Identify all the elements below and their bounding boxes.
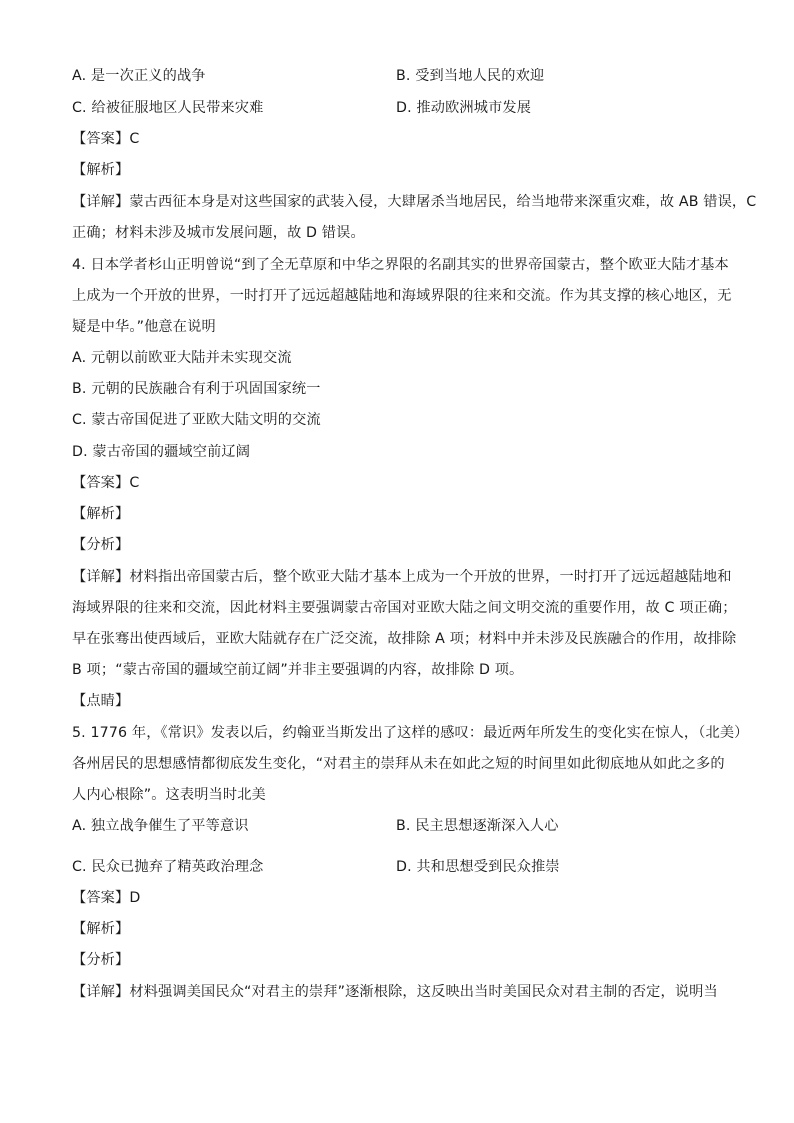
q4-option-b: B. 元朝的民族融合有利于巩固国家统一 [72, 381, 321, 397]
q5-stem-line: 人内心根除”。这表明当时北美 [72, 787, 266, 803]
q4-detail-line: 【详解】材料指出帝国蒙古后，整个欧亚大陆才基本上成为一个开放的世界，一时打开了远远超越陆地和 [72, 569, 732, 585]
q3-detail-line: 正确；材料未涉及城市发展问题，故 D 错误。 [72, 225, 365, 241]
q4-detail-line: 早在张骞出使西域后，亚欧大陆就存在广泛交流，故排除 A 项；材料中并未涉及民族融合的作用，故排除 [72, 631, 737, 647]
q3-answer: 【答案】C [72, 131, 140, 147]
q4-stem-line: 上成为一个开放的世界，一时打开了远远超越陆地和海域界限的往来和交流。作为其支撑的核心地区，无 [72, 288, 732, 304]
q5-stem-line: 各州居民的思想感情都彻底发生变化，“对君主的崇拜从未在如此之短的时间里如此彻底地从如此之多的 [72, 756, 725, 772]
q4-stem-line: 疑是中华。”他意在说明 [72, 319, 216, 335]
q4-option-c: C. 蒙古帝国促进了亚欧大陆文明的交流 [72, 412, 321, 428]
q5-option-c: C. 民众已抛弃了精英政治理念 [72, 859, 264, 875]
q3-analysis-heading: 【解析】 [72, 162, 130, 178]
q4-option-a: A. 元朝以前欧亚大陆并未实现交流 [72, 350, 292, 366]
q4-detail-line: B 项；“蒙古帝国的疆域空前辽阔”并非主要强调的内容，故排除 D 项。 [72, 662, 524, 678]
q5-analysis-heading: 【解析】 [72, 921, 130, 937]
q5-answer: 【答案】D [72, 890, 141, 906]
q4-detail-line: 海域界限的往来和交流，因此材料主要强调蒙古帝国对亚欧大陆之间文明交流的重要作用，故 C 项正确； [72, 600, 737, 616]
q3-option-c: C. 给被征服地区人民带来灾难 [72, 100, 264, 116]
q5-option-a: A. 独立战争催生了平等意识 [72, 818, 249, 834]
q5-fenxi-heading: 【分析】 [72, 952, 130, 968]
q5-option-d: D. 共和思想受到民众推崇 [396, 859, 560, 875]
q4-dianjing-heading: 【点睛】 [72, 693, 130, 709]
q3-option-b: B. 受到当地人民的欢迎 [396, 68, 545, 84]
q3-option-d: D. 推动欧洲城市发展 [396, 100, 532, 116]
q3-option-a: A. 是一次正义的战争 [72, 68, 206, 84]
q5-option-b: B. 民主思想逐渐深入人心 [396, 818, 559, 834]
q4-analysis-heading: 【解析】 [72, 506, 130, 522]
q5-detail-line: 【详解】材料强调美国民众“对君主的崇拜”逐渐根除，这反映出当时美国民众对君主制的否定，说明当 [72, 984, 718, 1000]
q4-fenxi-heading: 【分析】 [72, 537, 130, 553]
q4-option-d: D. 蒙古帝国的疆域空前辽阔 [72, 444, 251, 460]
q4-stem-line: 4. 日本学者杉山正明曾说“到了全无草原和中华之界限的名副其实的世界帝国蒙古，整个欧亚大陆才基本 [72, 257, 729, 273]
q5-stem-line: 5. 1776 年，《常识》发表以后，约翰亚当斯发出了这样的感叹：最近两年所发生的变化实在惊人，（北美） [72, 725, 749, 741]
q3-detail-line: 【详解】蒙古西征本身是对这些国家的武装入侵，大肆屠杀当地居民，给当地带来深重灾难，故 AB 错误，C [72, 194, 757, 210]
q4-answer: 【答案】C [72, 475, 140, 491]
